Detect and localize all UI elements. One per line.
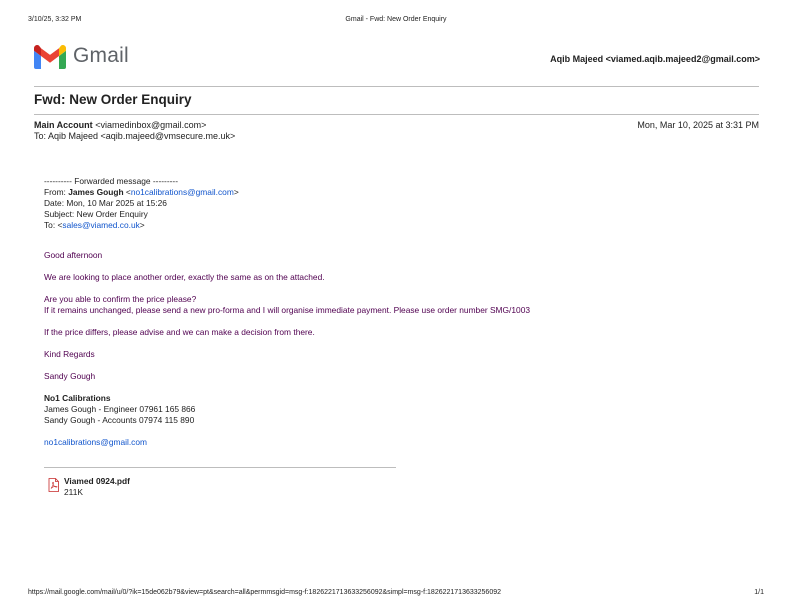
account-user: Aqib Majeed <viamed.aqib.majeed2@gmail.com> bbox=[550, 54, 760, 64]
forwarded-marker: ---------- Forwarded message --------- bbox=[44, 176, 178, 186]
forwarded-from-label: From: bbox=[44, 187, 69, 197]
signature-line: Sandy Gough - Accounts 07974 115 890 bbox=[44, 415, 195, 425]
forwarded-to-close: > bbox=[139, 220, 145, 230]
message-paragraph: Are you able to confirm the price please? bbox=[44, 294, 197, 304]
signature-line: James Gough - Engineer 07961 165 866 bbox=[44, 404, 196, 414]
divider bbox=[34, 86, 759, 87]
email-subject: Fwd: New Order Enquiry bbox=[34, 92, 192, 107]
recipient-line: To: Aqib Majeed <aqib.majeed@vmsecure.me.uk> bbox=[34, 131, 236, 141]
forwarded-from-email-link[interactable]: no1calibrations@gmail.com bbox=[130, 187, 234, 197]
email-date: Mon, Mar 10, 2025 at 3:31 PM bbox=[637, 120, 759, 130]
forwarded-to-email-link[interactable]: sales@viamed.co.uk bbox=[62, 220, 140, 230]
message-paragraph: We are looking to place another order, exactly the same as on the attached. bbox=[44, 272, 325, 282]
attachment-size: 211K bbox=[64, 487, 83, 497]
signature-email-link[interactable]: no1calibrations@gmail.com bbox=[44, 437, 147, 447]
print-page-title: Gmail - Fwd: New Order Enquiry bbox=[345, 16, 447, 23]
attachment-name[interactable]: Viamed 0924.pdf bbox=[64, 476, 130, 486]
forwarded-to bbox=[44, 220, 744, 231]
message-paragraph: If the price differs, please advise and we can make a decision from there. bbox=[44, 327, 315, 337]
sender-name: Main Account bbox=[34, 120, 93, 130]
forwarded-subject: Subject: New Order Enquiry bbox=[44, 209, 148, 219]
message-paragraph: If it remains unchanged, please send a new pro-forma and I will organise immediate payment. Please use order number SMG/1003 bbox=[44, 305, 531, 315]
print-datetime: 3/10/25, 3:32 PM bbox=[28, 16, 82, 23]
quoted-message bbox=[44, 250, 744, 382]
attachment-divider bbox=[44, 467, 396, 468]
email-body bbox=[44, 176, 744, 448]
sender-email: <viamedinbox@gmail.com> bbox=[95, 120, 207, 130]
print-url: https://mail.google.com/mail/u/0/?ik=15de062b79&view=pt&search=all&permmsgid=msg-f:1826221713633256092&simpl=msg-f:1826221713633256092 bbox=[28, 589, 502, 596]
message-sender: Sandy Gough bbox=[44, 371, 96, 381]
forwarded-from-name: James Gough bbox=[68, 187, 124, 197]
print-page-number: 1/1 bbox=[754, 589, 764, 596]
forwarded-from bbox=[44, 187, 744, 198]
forwarded-date: Date: Mon, 10 Mar 2025 at 15:26 bbox=[44, 198, 167, 208]
message-greeting: Good afternoon bbox=[44, 250, 103, 260]
divider bbox=[34, 114, 759, 115]
forwarded-to-label: To: < bbox=[44, 220, 63, 230]
message-closing: Kind Regards bbox=[44, 349, 95, 359]
pdf-icon[interactable] bbox=[48, 478, 59, 492]
forwarded-from-open: < bbox=[123, 187, 131, 197]
gmail-logo-text: Gmail bbox=[73, 44, 129, 67]
signature-company: No1 Calibrations bbox=[44, 393, 111, 403]
sender-line bbox=[34, 120, 206, 130]
forwarded-from-close: > bbox=[233, 187, 239, 197]
gmail-logo-icon bbox=[34, 45, 66, 69]
